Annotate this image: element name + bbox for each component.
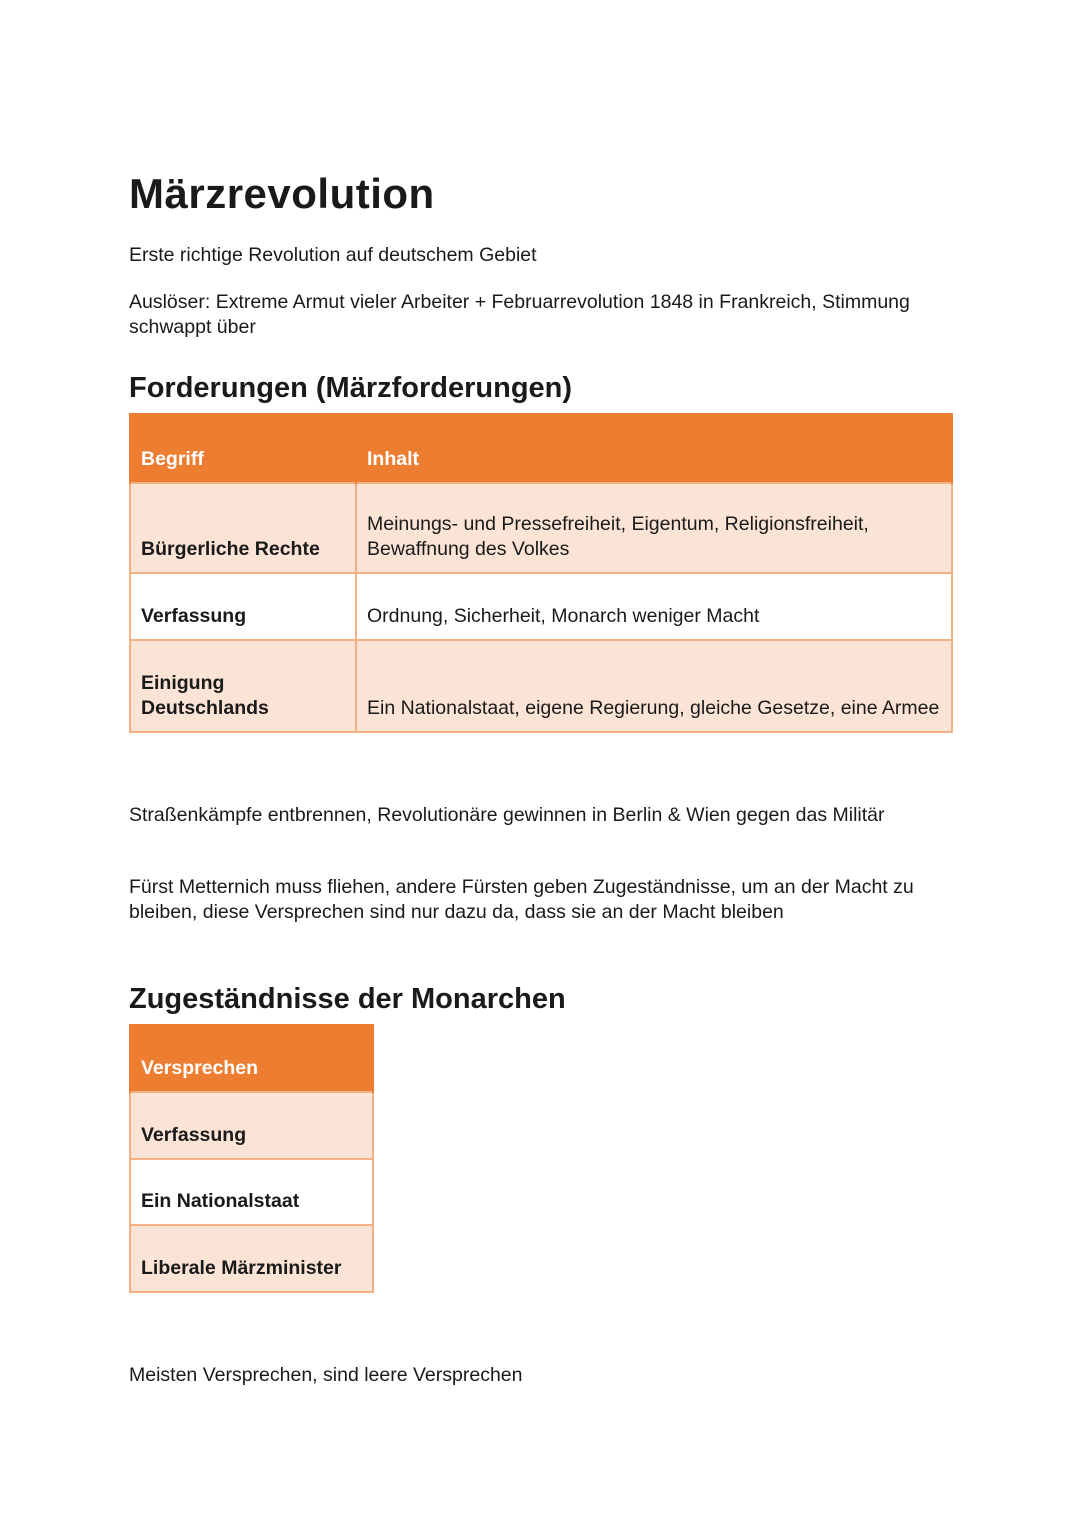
term-cell: Verfassung [130,573,356,640]
section-heading-forderungen: Forderungen (Märzforderungen) [129,372,573,404]
page-title: Märzrevolution [129,170,435,217]
table-row [130,640,952,732]
closing-text: Meisten Versprechen, sind leere Versprechen [129,1364,523,1386]
section-heading-zugestaendnisse: Zugeständnisse der Monarchen [129,983,566,1015]
paragraph-metternich: Fürst Metternich muss fliehen, andere Fürsten geben Zugeständnisse, um an der Macht zu bleiben, diese Versprechen sind nur dazu da, dass sie an der Macht bleiben [129,876,914,923]
column-header-begriff: Begriff [130,413,356,483]
zugestaendnisse-table [129,1024,374,1293]
paragraph-strassenkaempfe: Straßenkämpfe entbrennen, Revolutionäre gewinnen in Berlin & Wien gegen das Militär [129,804,885,826]
term-cell: Bürgerliche Rechte [130,483,356,573]
promise-cell: Liberale Märzminister [130,1225,373,1292]
table-row [130,1225,373,1292]
column-header-inhalt: Inhalt [356,413,952,483]
table-row [130,573,952,640]
table-row [130,483,952,573]
table-row [130,1159,373,1225]
column-header-versprechen: Versprechen [130,1024,373,1092]
promise-cell: Ein Nationalstaat [130,1159,373,1225]
content-cell: Meinungs- und Pressefreiheit, Eigentum, Religionsfreiheit, Bewaffnung des Volkes [356,483,952,573]
table-header-row [130,1024,373,1092]
intro-text: Erste richtige Revolution auf deutschem Gebiet [129,244,537,266]
table-row [130,1092,373,1159]
table-header-row [130,413,952,483]
content-cell: Ordnung, Sicherheit, Monarch weniger Macht [356,573,952,640]
promise-cell: Verfassung [130,1092,373,1159]
forderungen-table [129,413,953,733]
term-cell: Einigung Deutschlands [130,640,356,732]
trigger-text: Auslöser: Extreme Armut vieler Arbeiter + Februarrevolution 1848 in Frankreich, Stimmung schwappt über [129,291,910,338]
content-cell: Ein Nationalstaat, eigene Regierung, gleiche Gesetze, eine Armee [356,640,952,732]
